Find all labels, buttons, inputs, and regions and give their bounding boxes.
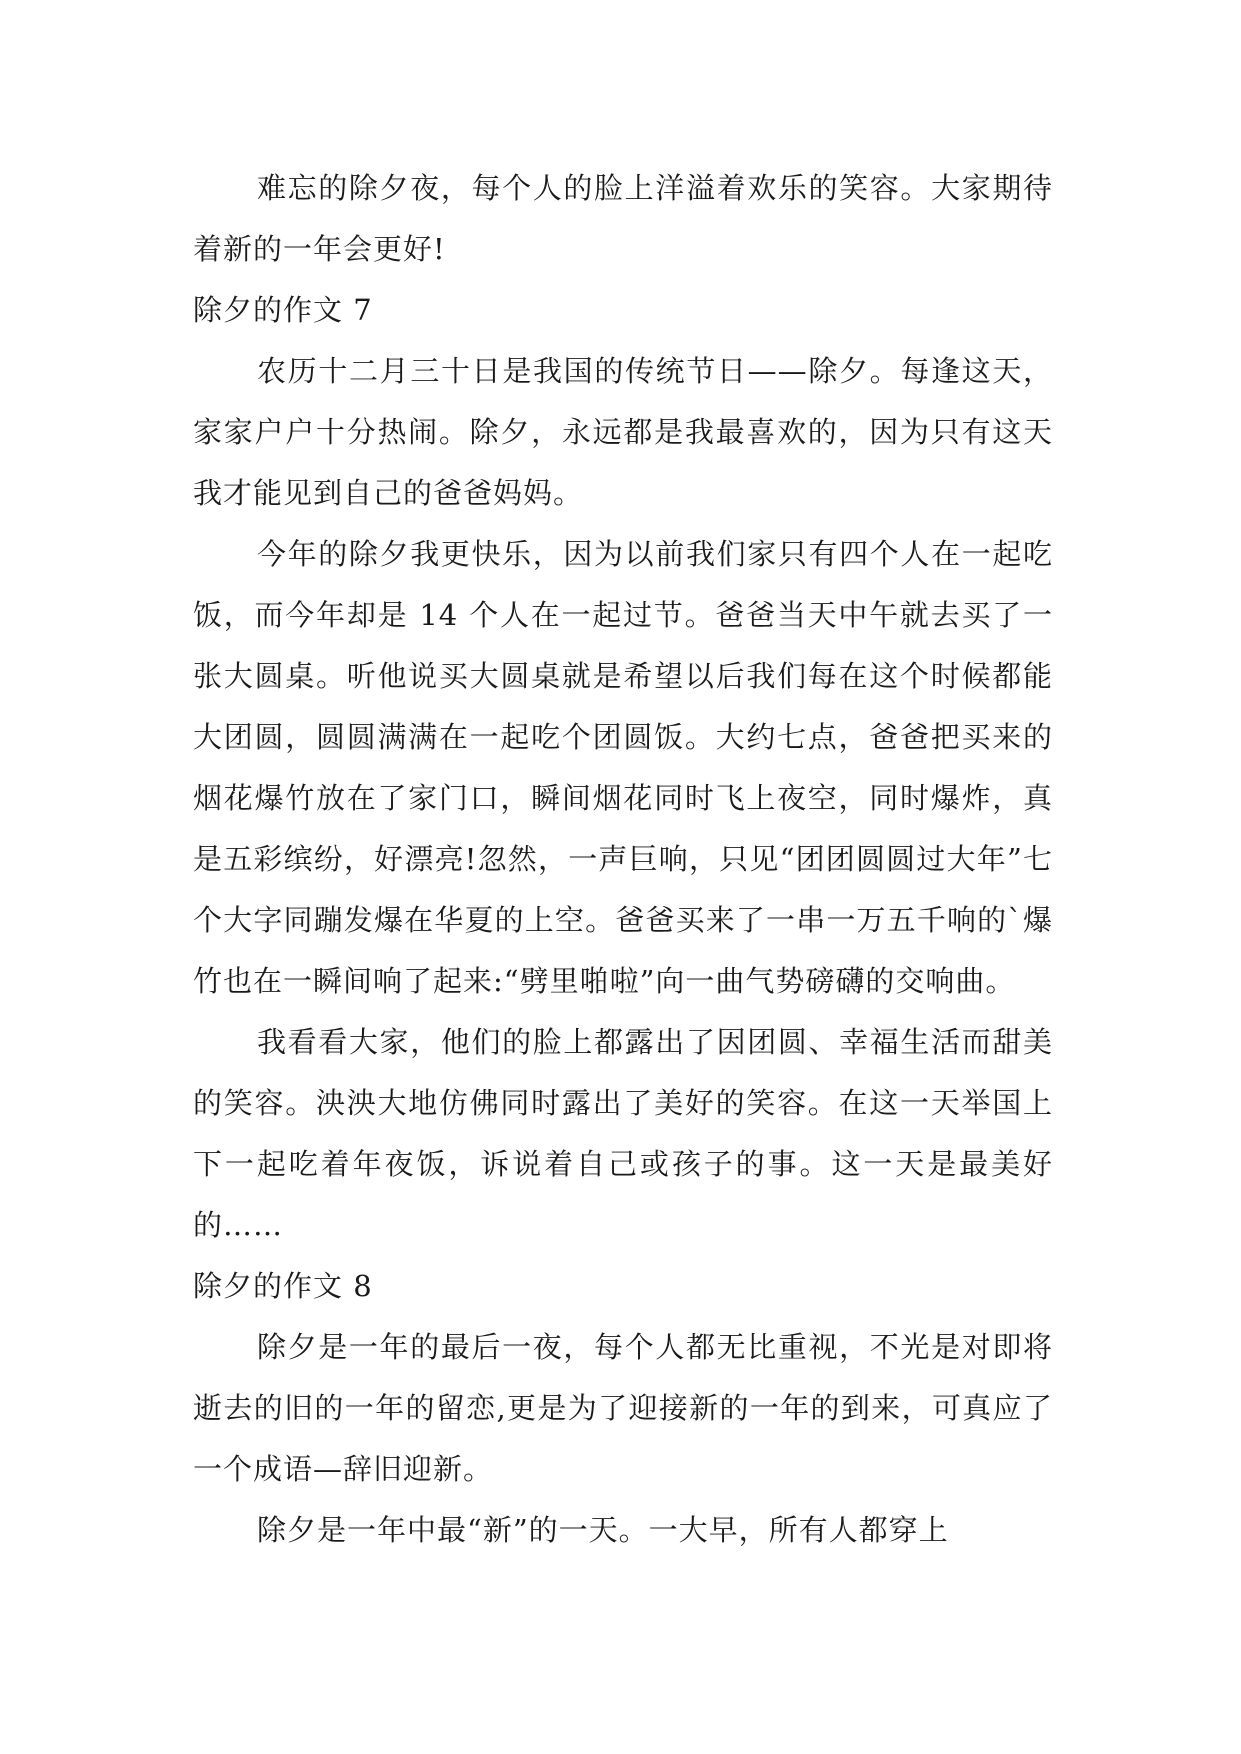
- paragraph-closing-essay-6: 难忘的除夕夜，每个人的脸上洋溢着欢乐的笑容。大家期待着新的一年会更好!: [193, 171, 1053, 266]
- document-body: [193, 158, 1053, 1561]
- paragraph-essay-7-body: 今年的除夕我更快乐，因为以前我们家只有四个人在一起吃饭，而今年却是 14 个人在一起过节。爸爸当天中午就去买了一张大圆桌。听他说买大圆桌就是希望以后我们每在这个时候都能大团圆，圆圆满满在一起吃个团圆饭。大约七点，爸爸把买来的烟花爆竹放在了家门口，瞬间烟花同时飞上夜空，同时爆炸，真是五彩缤纷，好漂亮!忽然，一声巨响，只见“团团圆圆过大年”七个大字同蹦发爆在华夏的上空。爸爸买来了一串一万五千响的`爆竹也在一瞬间响了起来:“劈里啪啦”向一曲气势磅礴的交响曲。: [193, 537, 1053, 998]
- paragraph-essay-8-body: 除夕是一年中最“新”的一天。一大早，所有人都穿上: [257, 1513, 949, 1547]
- essay-7-title: 除夕的作文 7: [193, 293, 373, 327]
- paragraph-essay-8-intro: 除夕是一年的最后一夜，每个人都无比重视，不光是对即将逝去的旧的一年的留恋,更是为了迎接新的一年的到来，可真应了一个成语—辞旧迎新。: [193, 1330, 1053, 1486]
- paragraph-essay-7-conclusion: 我看看大家，他们的脸上都露出了因团圆、幸福生活而甜美的笑容。泱泱大地仿佛同时露出了美好的笑容。在这一天举国上下一起吃着年夜饭，诉说着自己或孩子的事。这一天是最美好的……: [193, 1025, 1053, 1242]
- essay-8-title: 除夕的作文 8: [193, 1269, 373, 1303]
- paragraph-essay-7-intro: 农历十二月三十日是我国的传统节日——除夕。每逢这天，家家户户十分热闹。除夕，永远都是我最喜欢的，因为只有这天我才能见到自己的爸爸妈妈。: [193, 354, 1053, 510]
